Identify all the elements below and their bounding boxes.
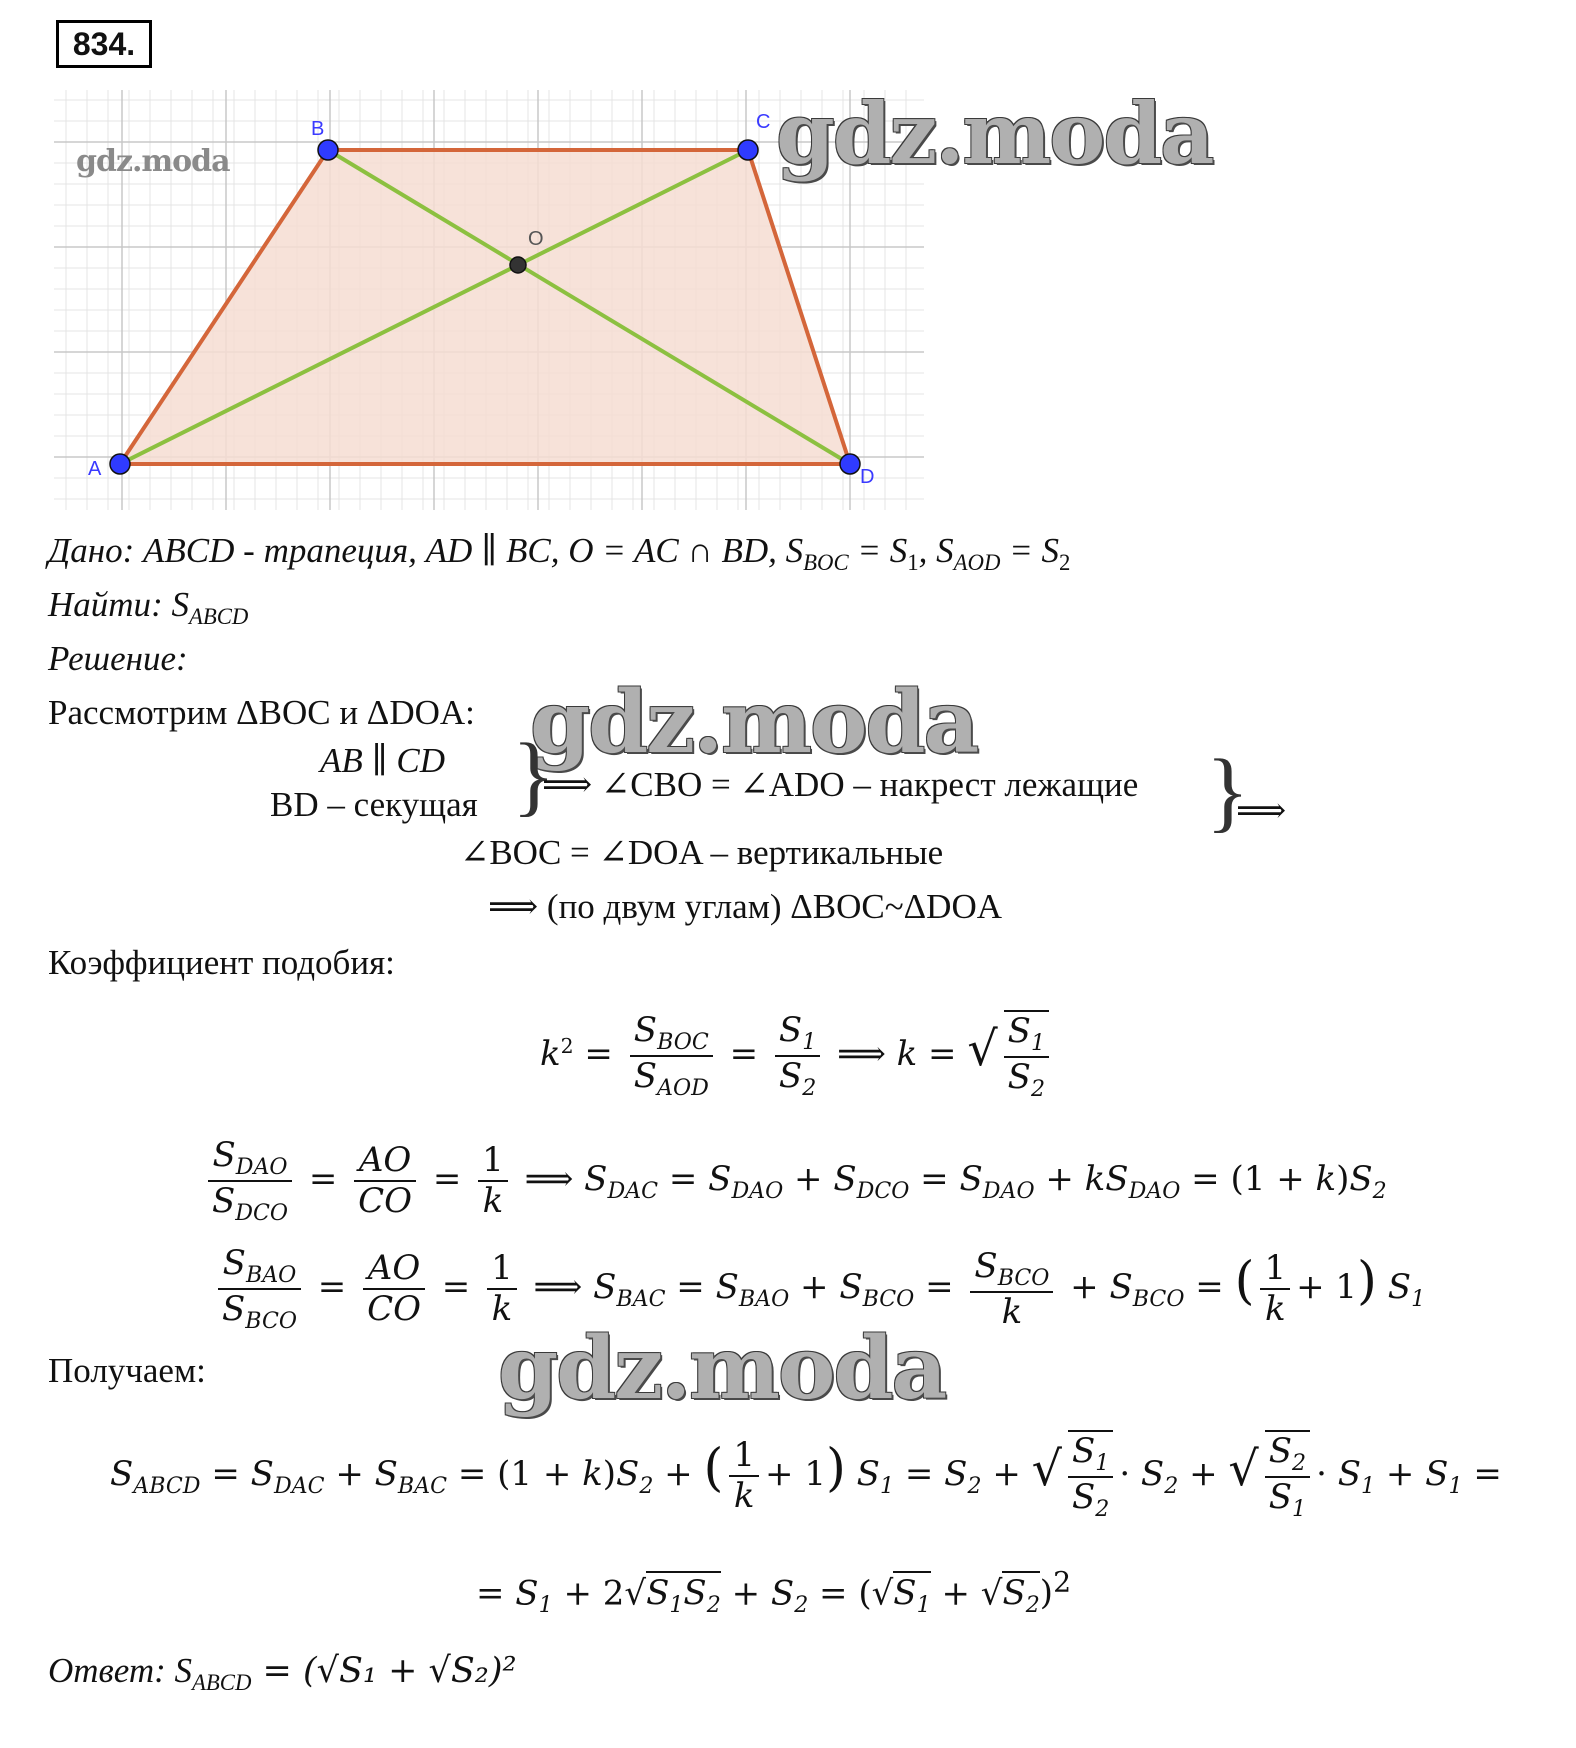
watermark-small: gdz.moda — [76, 144, 230, 179]
sys-line1: AB ∥ CD — [320, 741, 446, 780]
answer-label: Ответ — [48, 1651, 155, 1690]
given-s2: 2 — [1059, 550, 1071, 575]
given-sub-boc: BOC — [803, 550, 849, 575]
label-d: D — [860, 466, 875, 488]
brace-1: } — [512, 726, 556, 825]
sys-line3: ∠BOC = ∠DOA – вертикальные — [460, 833, 944, 872]
formula-sdac: $\frac{S_{DAO}}{S_{DCO}}$ = $\frac{AO}{CO}$ = $\frac{1}{k}$ ⟹ $S_{DAC} = S_{DAO} + S_{DCO} = S_{DAO} + kS_{DAO} = (1 + k)S_2$ — [202, 1136, 1387, 1226]
answer-rest: = (√S₁ + √S₂)² — [251, 1651, 517, 1691]
label-c: C — [756, 111, 771, 133]
given-label: Дано — [48, 531, 123, 570]
watermark-middle: gdz.moda — [530, 672, 978, 773]
given-mid: = S — [848, 531, 908, 570]
answer-line — [48, 1652, 517, 1695]
consider-line: Рассмотрим ΔBOC и ΔDOA: — [48, 693, 475, 732]
given-comma: , S — [918, 531, 954, 570]
answer-sub: ABCD — [192, 1670, 252, 1695]
label-a: A — [88, 458, 102, 480]
sys-concl: ⟹ (по двум углам) ΔBOC~ΔDOA — [488, 887, 1003, 926]
given-line — [48, 532, 1070, 575]
formula-k: $k^2$ = $\frac{S_{BOC}}{S_{AOD}}$ = $\frac{S_1}{S_2}$ ⟹ k = √ $\frac{S_1}{S_2}$ — [540, 1010, 1055, 1102]
given-text: : ABCD - трапеция, AD ∥ BC, O = AC ∩ BD, S — [122, 531, 804, 570]
brace-2: } — [1206, 742, 1250, 841]
trapezoid-fill — [120, 150, 850, 464]
given-sub-aod: AOD — [953, 550, 1001, 575]
find-label: Найти — [48, 585, 152, 624]
solution-label: Решение: — [48, 639, 188, 678]
sys-line2: BD – секущая — [270, 785, 478, 824]
watermark-bottom: gdz.moda — [498, 1318, 946, 1419]
getting-label: Получаем: — [48, 1351, 206, 1390]
coef-label: Коэффициент подобия: — [48, 943, 395, 982]
problem-number: 834. — [56, 20, 152, 68]
vertex-b — [318, 140, 338, 160]
find-line — [48, 586, 248, 629]
label-b: B — [311, 118, 325, 140]
vertex-a — [110, 454, 130, 474]
find-text: : S — [151, 585, 189, 624]
find-sub: ABCD — [188, 604, 249, 629]
sys-res1: ⟹ ∠CBO = ∠ADO – накрест лежащие — [542, 765, 1139, 804]
given-end: = S — [1000, 531, 1060, 570]
given-s1: 1 — [907, 550, 919, 575]
vertex-c — [738, 140, 758, 160]
answer-text: : S — [154, 1651, 192, 1690]
vertex-d — [840, 454, 860, 474]
center-o — [510, 257, 526, 273]
formula-sabcd-1: $S_{ABCD} = S_{DAC} + S_{BAC} = (1 + k)S_2$ + ( $\frac{1}{k}$ + 1) $S_1 = S_2$ + √ $\frac{S_1}{S_2}$ · $S_2$ + √ $\frac{S_2}{S_1}$ · $S_1 + S_1$ = — [110, 1431, 1502, 1522]
sys-arrow: ⟹ — [1236, 791, 1287, 830]
watermark-top: gdz.moda — [776, 84, 1213, 183]
formula-sbac: $\frac{S_{BAO}}{S_{BCO}}$ = $\frac{AO}{CO}$ = $\frac{1}{k}$ ⟹ $S_{BAC} = S_{BAO} + S_{BCO}$ = $\frac{S_{BCO}}{k}$ + $S_{BCO}$ = ( $\frac{1}{k}$ + 1) $S_1$ — [212, 1244, 1425, 1334]
formula-sabcd-2: = $S_1 + 2√S_1S_2 + S_2 = (√S_1 + √S_2)^2$ — [476, 1566, 1072, 1619]
label-o: O — [528, 228, 544, 250]
